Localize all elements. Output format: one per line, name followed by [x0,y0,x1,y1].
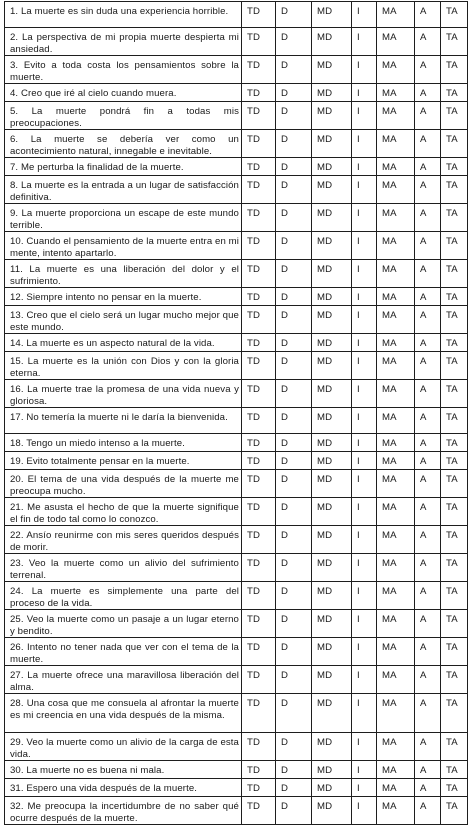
response-option-td[interactable]: TD [242,452,276,470]
response-option-ta[interactable]: TA [441,28,468,56]
table-row [5,2,468,28]
item-statement: 17. No temería la muerte ni le daría la bienvenida. [5,408,242,434]
response-option-ta[interactable]: TA [441,158,468,176]
response-option-td[interactable]: TD [242,638,276,666]
response-option-i[interactable]: I [352,204,377,232]
response-option-ma[interactable]: MA [377,408,415,434]
response-option-d[interactable]: D [276,260,312,288]
death-attitude-scale-table [4,1,468,825]
table-row [5,288,468,306]
item-statement: 27. La muerte ofrece una maravillosa liberación del alma. [5,666,242,694]
response-option-d[interactable]: D [276,498,312,526]
item-statement: 5. La muerte pondrá fin a todas mis preocupaciones. [5,102,242,130]
response-option-i[interactable]: I [352,554,377,582]
response-option-ta[interactable]: TA [441,554,468,582]
item-statement: 24. La muerte es simplemente una parte del proceso de la vida. [5,582,242,610]
response-option-ta[interactable]: TA [441,408,468,434]
item-statement: 15. La muerte es la unión con Dios y con la gloria eterna. [5,352,242,380]
response-option-td[interactable]: TD [242,306,276,334]
response-option-ta[interactable]: TA [441,130,468,158]
response-option-ma[interactable]: MA [377,582,415,610]
response-option-ta[interactable]: TA [441,610,468,638]
item-statement: 32. Me preocupa la incertidumbre de no saber qué ocurre después de la muerte. [5,797,242,825]
response-option-i[interactable]: I [352,470,377,498]
response-option-d[interactable]: D [276,434,312,452]
item-statement: 1. La muerte es sin duda una experiencia horrible. [5,2,242,28]
response-option-a[interactable]: A [415,582,441,610]
response-option-ta[interactable]: TA [441,694,468,733]
response-option-d[interactable]: D [276,232,312,260]
response-option-td[interactable]: TD [242,232,276,260]
response-option-i[interactable]: I [352,28,377,56]
response-option-md[interactable]: MD [312,334,352,352]
item-statement: 25. Veo la muerte como un pasaje a un lugar eterno y bendito. [5,610,242,638]
response-option-ma[interactable]: MA [377,434,415,452]
response-option-a[interactable]: A [415,761,441,779]
response-option-d[interactable]: D [276,526,312,554]
response-option-i[interactable]: I [352,102,377,130]
response-option-a[interactable]: A [415,204,441,232]
response-option-ta[interactable]: TA [441,526,468,554]
response-option-td[interactable]: TD [242,733,276,761]
response-option-md[interactable]: MD [312,694,352,733]
response-option-md[interactable]: MD [312,797,352,825]
response-option-md[interactable]: MD [312,554,352,582]
response-option-i[interactable]: I [352,232,377,260]
response-option-ma[interactable]: MA [377,204,415,232]
table-row [5,102,468,130]
response-option-md[interactable]: MD [312,582,352,610]
response-option-md[interactable]: MD [312,470,352,498]
response-option-md[interactable]: MD [312,352,352,380]
table-row [5,204,468,232]
item-statement: 10. Cuando el pensamiento de la muerte entra en mi mente, intento apartarlo. [5,232,242,260]
response-option-a[interactable]: A [415,260,441,288]
response-option-ma[interactable]: MA [377,797,415,825]
response-option-md[interactable]: MD [312,408,352,434]
response-option-md[interactable]: MD [312,2,352,28]
response-option-md[interactable]: MD [312,526,352,554]
response-option-a[interactable]: A [415,470,441,498]
response-option-ma[interactable]: MA [377,28,415,56]
item-statement: 9. La muerte proporciona un escape de este mundo terrible. [5,204,242,232]
response-option-i[interactable]: I [352,158,377,176]
response-option-ta[interactable]: TA [441,2,468,28]
table-row [5,434,468,452]
response-option-md[interactable]: MD [312,28,352,56]
response-option-td[interactable]: TD [242,288,276,306]
response-option-d[interactable]: D [276,694,312,733]
response-option-ta[interactable]: TA [441,232,468,260]
response-option-d[interactable]: D [276,408,312,434]
response-option-a[interactable]: A [415,452,441,470]
response-option-ta[interactable]: TA [441,779,468,797]
response-option-d[interactable]: D [276,582,312,610]
response-option-i[interactable]: I [352,666,377,694]
response-option-md[interactable]: MD [312,84,352,102]
response-option-ma[interactable]: MA [377,56,415,84]
response-option-i[interactable]: I [352,380,377,408]
table-row [5,28,468,56]
table-row [5,452,468,470]
response-option-i[interactable]: I [352,733,377,761]
response-option-i[interactable]: I [352,260,377,288]
response-option-i[interactable]: I [352,610,377,638]
response-option-ma[interactable]: MA [377,638,415,666]
response-option-ma[interactable]: MA [377,2,415,28]
response-option-i[interactable]: I [352,638,377,666]
response-option-a[interactable]: A [415,779,441,797]
table-row [5,666,468,694]
item-statement: 29. Veo la muerte como un alivio de la carga de esta vida. [5,733,242,761]
table-row [5,408,468,434]
table-row [5,733,468,761]
response-option-md[interactable]: MD [312,232,352,260]
item-statement: 20. El tema de una vida después de la muerte me preocupa mucho. [5,470,242,498]
item-statement: 11. La muerte es una liberación del dolor y el sufrimiento. [5,260,242,288]
response-option-ta[interactable]: TA [441,666,468,694]
response-option-d[interactable]: D [276,380,312,408]
item-statement: 26. Intento no tener nada que ver con el tema de la muerte. [5,638,242,666]
response-option-i[interactable]: I [352,582,377,610]
response-option-a[interactable]: A [415,158,441,176]
response-option-ta[interactable]: TA [441,288,468,306]
item-statement: 4. Creo que iré al cielo cuando muera. [5,84,242,102]
response-option-td[interactable]: TD [242,102,276,130]
table-row [5,694,468,733]
response-option-a[interactable]: A [415,288,441,306]
item-statement: 12. Siempre intento no pensar en la muerte. [5,288,242,306]
table-row [5,352,468,380]
response-option-d[interactable]: D [276,176,312,204]
response-option-ma[interactable]: MA [377,733,415,761]
response-option-a[interactable]: A [415,334,441,352]
response-option-md[interactable]: MD [312,452,352,470]
response-option-ma[interactable]: MA [377,694,415,733]
response-option-d[interactable]: D [276,470,312,498]
table-row [5,232,468,260]
item-statement: 30. La muerte no es buena ni mala. [5,761,242,779]
response-option-a[interactable]: A [415,232,441,260]
response-option-i[interactable]: I [352,452,377,470]
response-option-ta[interactable]: TA [441,470,468,498]
table-row [5,130,468,158]
response-option-a[interactable]: A [415,306,441,334]
response-option-d[interactable]: D [276,452,312,470]
item-statement: 6. La muerte se debería ver como un acontecimiento natural, innegable e inevitable. [5,130,242,158]
response-option-td[interactable]: TD [242,56,276,84]
response-option-d[interactable]: D [276,352,312,380]
response-option-d[interactable]: D [276,610,312,638]
response-option-a[interactable]: A [415,56,441,84]
item-statement: 7. Me perturba la finalidad de la muerte. [5,158,242,176]
response-option-d[interactable]: D [276,102,312,130]
response-option-a[interactable]: A [415,28,441,56]
response-option-md[interactable]: MD [312,102,352,130]
response-option-i[interactable]: I [352,56,377,84]
response-option-a[interactable]: A [415,380,441,408]
table-row [5,526,468,554]
item-statement: 28. Una cosa que me consuela al afrontar la muerte es mi creencia en una vida después de la misma. [5,694,242,733]
response-option-ma[interactable]: MA [377,380,415,408]
table-row [5,761,468,779]
response-option-i[interactable]: I [352,434,377,452]
response-option-md[interactable]: MD [312,666,352,694]
response-option-a[interactable]: A [415,352,441,380]
response-option-d[interactable]: D [276,733,312,761]
item-statement: 18. Tengo un miedo intenso a la muerte. [5,434,242,452]
response-option-ta[interactable]: TA [441,582,468,610]
response-option-ta[interactable]: TA [441,84,468,102]
response-option-i[interactable]: I [352,694,377,733]
item-statement: 16. La muerte trae la promesa de una vida nueva y gloriosa. [5,380,242,408]
response-option-td[interactable]: TD [242,498,276,526]
response-option-td[interactable]: TD [242,380,276,408]
response-option-ma[interactable]: MA [377,352,415,380]
response-option-td[interactable]: TD [242,610,276,638]
table-row [5,380,468,408]
response-option-ta[interactable]: TA [441,434,468,452]
response-option-td[interactable]: TD [242,470,276,498]
response-option-md[interactable]: MD [312,306,352,334]
table-row [5,470,468,498]
response-option-md[interactable]: MD [312,158,352,176]
response-option-a[interactable]: A [415,610,441,638]
table-row [5,56,468,84]
table-row [5,176,468,204]
response-option-md[interactable]: MD [312,380,352,408]
response-option-ta[interactable]: TA [441,176,468,204]
item-statement: 21. Me asusta el hecho de que la muerte signifique el fin de todo tal como lo conozco. [5,498,242,526]
response-option-ta[interactable]: TA [441,334,468,352]
response-option-a[interactable]: A [415,666,441,694]
response-option-ma[interactable]: MA [377,526,415,554]
response-option-ma[interactable]: MA [377,779,415,797]
table-row [5,158,468,176]
table-row [5,797,468,825]
response-option-a[interactable]: A [415,84,441,102]
response-option-ma[interactable]: MA [377,761,415,779]
response-option-td[interactable]: TD [242,408,276,434]
response-option-td[interactable]: TD [242,779,276,797]
response-option-ta[interactable]: TA [441,638,468,666]
response-option-i[interactable]: I [352,176,377,204]
item-statement: 22. Ansío reunirme con mis seres queridos después de morir. [5,526,242,554]
response-option-td[interactable]: TD [242,694,276,733]
response-option-d[interactable]: D [276,2,312,28]
response-option-td[interactable]: TD [242,434,276,452]
response-option-i[interactable]: I [352,2,377,28]
response-option-ta[interactable]: TA [441,761,468,779]
response-option-ta[interactable]: TA [441,102,468,130]
response-option-ta[interactable]: TA [441,797,468,825]
response-option-a[interactable]: A [415,176,441,204]
response-option-ta[interactable]: TA [441,352,468,380]
response-option-a[interactable]: A [415,638,441,666]
table-row [5,260,468,288]
response-option-md[interactable]: MD [312,204,352,232]
response-option-a[interactable]: A [415,526,441,554]
item-statement: 2. La perspectiva de mi propia muerte despierta mi ansiedad. [5,28,242,56]
response-option-ma[interactable]: MA [377,452,415,470]
response-option-d[interactable]: D [276,779,312,797]
response-option-md[interactable]: MD [312,176,352,204]
response-option-td[interactable]: TD [242,2,276,28]
response-option-i[interactable]: I [352,761,377,779]
response-option-ta[interactable]: TA [441,452,468,470]
response-option-a[interactable]: A [415,498,441,526]
response-option-ma[interactable]: MA [377,130,415,158]
response-option-ma[interactable]: MA [377,84,415,102]
response-option-ma[interactable]: MA [377,158,415,176]
response-option-a[interactable]: A [415,694,441,733]
response-option-a[interactable]: A [415,554,441,582]
response-option-md[interactable]: MD [312,779,352,797]
response-option-ma[interactable]: MA [377,610,415,638]
table-row [5,638,468,666]
item-statement: 31. Espero una vida después de la muerte. [5,779,242,797]
response-option-i[interactable]: I [352,130,377,158]
response-option-td[interactable]: TD [242,84,276,102]
table-row [5,306,468,334]
response-option-ta[interactable]: TA [441,204,468,232]
response-option-ma[interactable]: MA [377,554,415,582]
response-option-ma[interactable]: MA [377,498,415,526]
response-option-td[interactable]: TD [242,334,276,352]
response-option-d[interactable]: D [276,288,312,306]
response-option-td[interactable]: TD [242,761,276,779]
response-option-i[interactable]: I [352,526,377,554]
table-row [5,554,468,582]
response-option-td[interactable]: TD [242,130,276,158]
response-option-a[interactable]: A [415,408,441,434]
response-option-i[interactable]: I [352,306,377,334]
response-option-td[interactable]: TD [242,582,276,610]
response-option-i[interactable]: I [352,84,377,102]
response-option-md[interactable]: MD [312,288,352,306]
response-option-i[interactable]: I [352,334,377,352]
response-option-md[interactable]: MD [312,434,352,452]
response-option-td[interactable]: TD [242,797,276,825]
response-option-d[interactable]: D [276,797,312,825]
response-option-d[interactable]: D [276,761,312,779]
response-option-d[interactable]: D [276,306,312,334]
response-option-ta[interactable]: TA [441,306,468,334]
response-option-d[interactable]: D [276,638,312,666]
response-option-i[interactable]: I [352,408,377,434]
response-option-a[interactable]: A [415,797,441,825]
response-option-td[interactable]: TD [242,666,276,694]
response-option-ta[interactable]: TA [441,260,468,288]
response-option-ma[interactable]: MA [377,666,415,694]
item-statement: 8. La muerte es la entrada a un lugar de satisfacción definitiva. [5,176,242,204]
response-option-ta[interactable]: TA [441,498,468,526]
response-option-i[interactable]: I [352,797,377,825]
response-option-a[interactable]: A [415,102,441,130]
response-option-d[interactable]: D [276,28,312,56]
table-row [5,610,468,638]
response-option-a[interactable]: A [415,434,441,452]
response-option-a[interactable]: A [415,2,441,28]
response-option-a[interactable]: A [415,130,441,158]
response-option-md[interactable]: MD [312,130,352,158]
response-option-d[interactable]: D [276,84,312,102]
table-row [5,582,468,610]
response-option-ma[interactable]: MA [377,102,415,130]
table-row [5,498,468,526]
item-statement: 23. Veo la muerte como un alivio del sufrimiento terrenal. [5,554,242,582]
response-option-d[interactable]: D [276,130,312,158]
item-statement: 19. Evito totalmente pensar en la muerte. [5,452,242,470]
response-option-i[interactable]: I [352,498,377,526]
response-option-td[interactable]: TD [242,176,276,204]
response-option-ma[interactable]: MA [377,176,415,204]
table-row [5,84,468,102]
response-option-md[interactable]: MD [312,610,352,638]
response-option-td[interactable]: TD [242,352,276,380]
response-option-md[interactable]: MD [312,56,352,84]
response-option-td[interactable]: TD [242,554,276,582]
table-row [5,334,468,352]
response-option-md[interactable]: MD [312,638,352,666]
response-option-d[interactable]: D [276,158,312,176]
item-statement: 14. La muerte es un aspecto natural de la vida. [5,334,242,352]
response-option-i[interactable]: I [352,352,377,380]
response-option-d[interactable]: D [276,204,312,232]
response-option-md[interactable]: MD [312,761,352,779]
response-option-td[interactable]: TD [242,28,276,56]
item-statement: 3. Evito a toda costa los pensamientos sobre la muerte. [5,56,242,84]
table-row [5,779,468,797]
response-option-md[interactable]: MD [312,498,352,526]
response-option-td[interactable]: TD [242,204,276,232]
response-option-ma[interactable]: MA [377,232,415,260]
response-option-d[interactable]: D [276,56,312,84]
response-option-a[interactable]: A [415,733,441,761]
response-option-ma[interactable]: MA [377,260,415,288]
response-option-i[interactable]: I [352,779,377,797]
response-option-d[interactable]: D [276,666,312,694]
response-option-ta[interactable]: TA [441,56,468,84]
response-option-md[interactable]: MD [312,260,352,288]
response-option-ma[interactable]: MA [377,334,415,352]
response-option-ta[interactable]: TA [441,380,468,408]
response-option-td[interactable]: TD [242,526,276,554]
response-option-ma[interactable]: MA [377,470,415,498]
response-option-td[interactable]: TD [242,158,276,176]
response-option-ta[interactable]: TA [441,733,468,761]
response-option-i[interactable]: I [352,288,377,306]
response-option-d[interactable]: D [276,554,312,582]
response-option-td[interactable]: TD [242,260,276,288]
response-option-ma[interactable]: MA [377,306,415,334]
response-option-ma[interactable]: MA [377,288,415,306]
response-option-md[interactable]: MD [312,733,352,761]
response-option-d[interactable]: D [276,334,312,352]
item-statement: 13. Creo que el cielo será un lugar mucho mejor que este mundo. [5,306,242,334]
